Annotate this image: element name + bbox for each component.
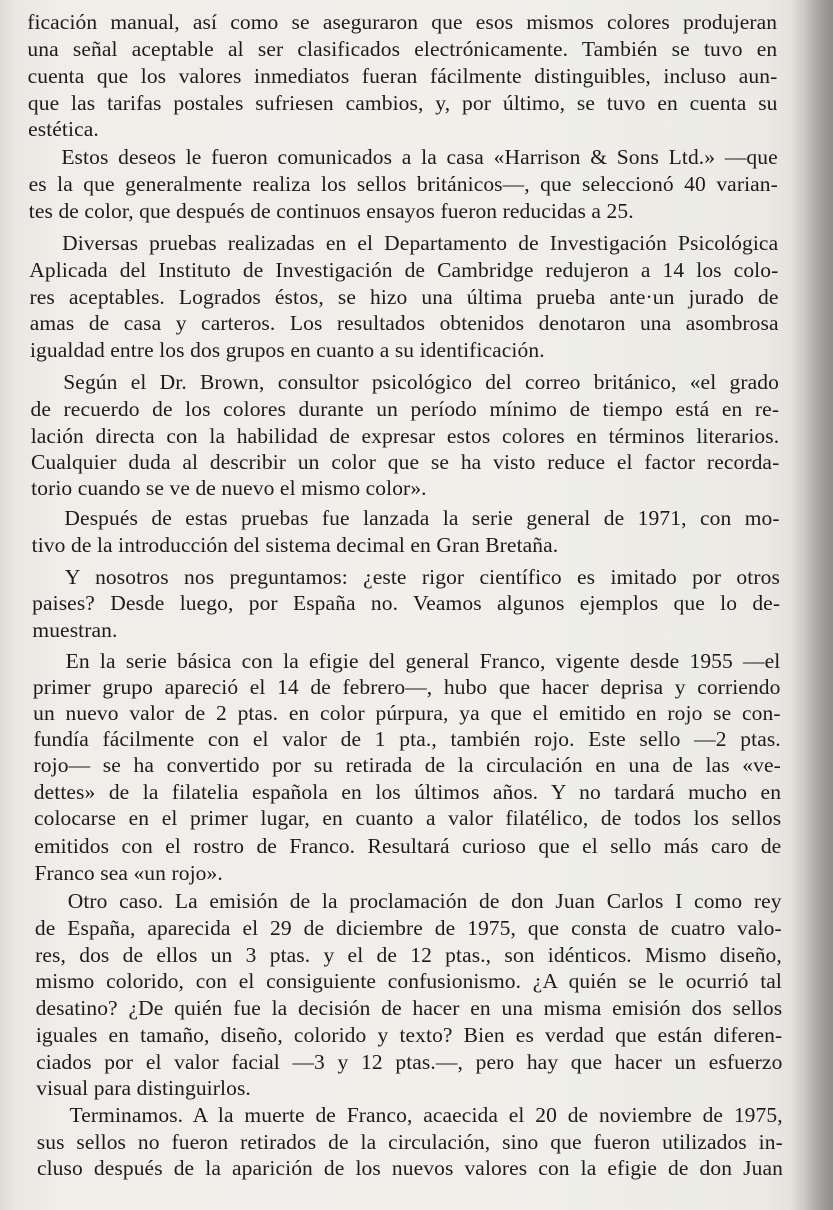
text-line: lación directa con la habilidad de expresar estos colores en términos literarios. bbox=[30, 423, 780, 448]
text-line: res aceptables. Logrados éstos, se hizo una última prueba ante·un jurado de bbox=[29, 284, 779, 309]
text-line: rojo— se ha convertido por su retirada de la circulación en una de las «ve- bbox=[33, 752, 781, 777]
page-edge-shadow bbox=[0, 0, 14, 1210]
text-line: un nuevo valor de 2 ptas. en color púrpura, ya que el emitido en rojo se con- bbox=[33, 700, 781, 725]
text-line: visual para distinguirlos. bbox=[36, 1075, 251, 1100]
text-line: res, dos de ellos un 3 ptas. y el de 12 ptas., son idénticos. Mismo diseño, bbox=[35, 942, 782, 967]
text-line: ficación manual, así como se aseguraron que esos mismos colores produjeran bbox=[27, 9, 778, 34]
text-line: ciados por el valor facial —3 y 12 ptas.—, pero hay que hacer un esfuerzo bbox=[36, 1049, 783, 1074]
text-line: desatino? ¿De quién fue la decisión de hacer en una misma emisión dos sellos bbox=[35, 995, 783, 1020]
text-line: una señal aceptable al ser clasificados electrónicamente. También se tuvo en bbox=[27, 36, 778, 61]
text-line: torio cuando se ve de nuevo el mismo color». bbox=[31, 475, 427, 500]
text-line: iguales en tamaño, diseño, colorido y texto? Bien es verdad que están diferen- bbox=[35, 1022, 783, 1047]
text-line: que las tarifas postales sufriesen cambios, y, por último, se tuvo en cuenta su bbox=[27, 90, 778, 115]
text-line: Según el Dr. Brown, consultor psicológico del correo británico, «el grado bbox=[63, 369, 779, 394]
text-line: Cualquier duda al describir un color que se ha visto reduce el factor recorda- bbox=[30, 449, 780, 474]
text-line: Aplicada del Instituto de Investigación de Cambridge redujeron a 14 los colo- bbox=[29, 257, 779, 282]
text-line: primer grupo apareció el 14 de febrero—, hubo que hacer deprisa y corriendo bbox=[32, 674, 781, 699]
text-line: Estos deseos le fueron comunicados a la casa «Harrison & Sons Ltd.» —que bbox=[61, 144, 778, 169]
text-line: Diversas pruebas realizadas en el Departamento de Investigación Psicológica bbox=[62, 230, 779, 255]
text-line: amas de casa y carteros. Los resultados obtenidos denotaron una asombrosa bbox=[29, 310, 779, 335]
text-line: tes de color, que después de continuos ensayos fueron reducidas a 25. bbox=[28, 198, 634, 223]
text-line: estética. bbox=[28, 116, 99, 141]
text-line: Y nosotros nos preguntamos: ¿este rigor científico es imitado por otros bbox=[64, 564, 780, 589]
text-line: tivo de la introducción del sistema decimal en Gran Bretaña. bbox=[31, 532, 559, 557]
text-line: mismo colorido, con el consiguiente confusionismo. ¿A quién se le ocurrió tal bbox=[35, 968, 783, 993]
text-line: colocarse en el primer lugar, en cuanto a valor filatélico, de todos los sellos bbox=[33, 805, 782, 830]
text-line: igualdad entre los dos grupos en cuanto a su identificación. bbox=[29, 337, 545, 362]
text-line: de España, aparecida el 29 de diciembre de 1975, que consta de cuatro valo- bbox=[34, 915, 782, 940]
text-line: es la que generalmente realiza los sellos británicos—, que seleccionó 40 varian- bbox=[28, 171, 778, 196]
text-line: dettes» de la filatelia española en los últimos años. Y no tardará mucho en bbox=[33, 779, 782, 804]
text-line: emitidos con el rostro de Franco. Resultará curioso que el sello más caro de bbox=[34, 833, 782, 858]
text-line: Franco sea «un rojo». bbox=[34, 860, 223, 885]
text-line: sus sellos no fueron retirados de la circulación, sino que fueron utilizados in- bbox=[36, 1129, 783, 1154]
text-line: En la serie básica con la efigie del general Franco, vigente desde 1955 —el bbox=[65, 648, 781, 673]
text-line: cluso después de la aparición de los nuevos valores con la efigie de don Juan bbox=[36, 1155, 783, 1180]
text-line: paises? Desde luego, por España no. Veamos algunos ejemplos que lo de- bbox=[32, 590, 781, 615]
text-line: de recuerdo de los colores durante un período mínimo de tiempo está en re- bbox=[30, 396, 780, 421]
text-line: Terminamos. A la muerte de Franco, acaecida el 20 de noviembre de 1975, bbox=[69, 1102, 783, 1127]
text-line: fundía fácilmente con el valor de 1 pta., también rojo. Este sello —2 ptas. bbox=[33, 726, 781, 751]
text-line: muestran. bbox=[32, 617, 118, 642]
text-line: Después de estas pruebas fue lanzada la serie general de 1971, con mo- bbox=[64, 505, 780, 530]
text-line: cuenta que los valores inmediatos fueran fácilmente distinguibles, incluso aun- bbox=[27, 63, 778, 88]
text-line: Otro caso. La emisión de la proclamación de don Juan Carlos I como rey bbox=[67, 888, 782, 913]
